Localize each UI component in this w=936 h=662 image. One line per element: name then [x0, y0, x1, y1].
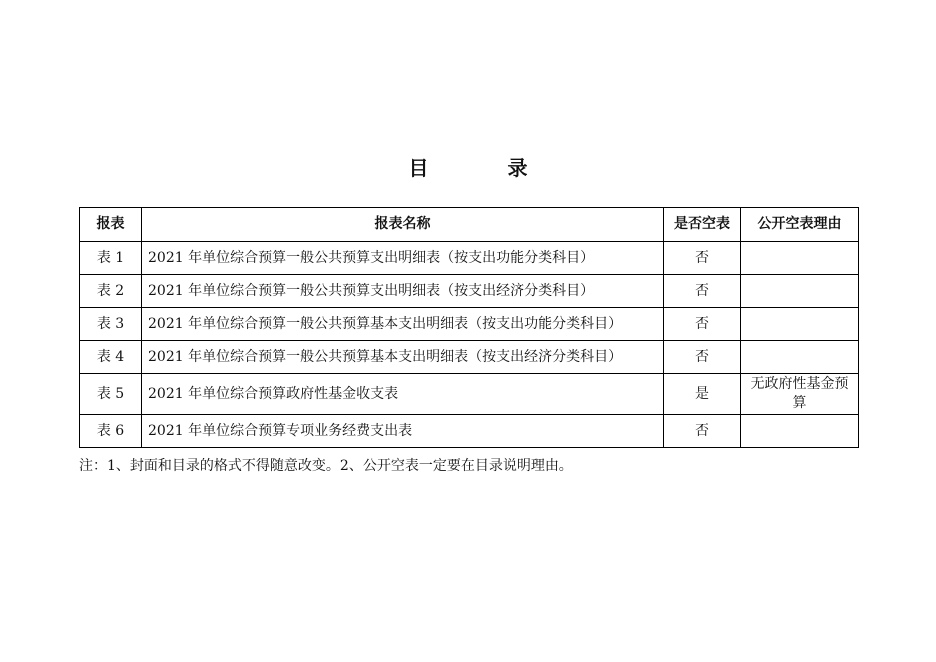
is-empty-cell: 是 — [664, 374, 741, 415]
header-report-name: 报表名称 — [142, 208, 664, 242]
report-no-cell: 表 1 — [80, 242, 142, 275]
report-name-cell: 2021 年单位综合预算一般公共预算支出明细表（按支出功能分类科目） — [142, 242, 664, 275]
header-is-empty: 是否空表 — [664, 208, 741, 242]
empty-reason-cell — [741, 415, 859, 448]
empty-reason-cell — [741, 275, 859, 308]
is-empty-cell: 否 — [664, 308, 741, 341]
is-empty-cell: 否 — [664, 415, 741, 448]
empty-reason-cell — [741, 341, 859, 374]
report-no-cell: 表 2 — [80, 275, 142, 308]
report-no-cell: 表 6 — [80, 415, 142, 448]
report-no-cell: 表 3 — [80, 308, 142, 341]
table-row — [80, 242, 859, 275]
footnote: 注：1、封面和目录的格式不得随意改变。2、公开空表一定要在目录说明理由。 — [79, 458, 573, 474]
table-row — [80, 308, 859, 341]
report-name-cell: 2021 年单位综合预算政府性基金收支表 — [142, 374, 664, 415]
report-name-cell: 2021 年单位综合预算一般公共预算支出明细表（按支出经济分类科目） — [142, 275, 664, 308]
is-empty-cell: 否 — [664, 341, 741, 374]
report-name-cell: 2021 年单位综合预算专项业务经费支出表 — [142, 415, 664, 448]
page-title: 目 录 — [408, 156, 564, 180]
report-name-cell: 2021 年单位综合预算一般公共预算基本支出明细表（按支出功能分类科目） — [142, 308, 664, 341]
is-empty-cell: 否 — [664, 275, 741, 308]
empty-reason-cell: 无政府性基金预算 — [741, 374, 859, 415]
header-report-no: 报表 — [80, 208, 142, 242]
table-header-row — [80, 208, 859, 242]
table-row — [80, 415, 859, 448]
table-row — [80, 275, 859, 308]
table-row — [80, 341, 859, 374]
report-no-cell: 表 5 — [80, 374, 142, 415]
header-empty-reason: 公开空表理由 — [741, 208, 859, 242]
table-row — [80, 374, 859, 415]
empty-reason-cell — [741, 242, 859, 275]
empty-reason-cell — [741, 308, 859, 341]
report-name-cell: 2021 年单位综合预算一般公共预算基本支出明细表（按支出经济分类科目） — [142, 341, 664, 374]
report-catalog-table — [79, 207, 859, 448]
is-empty-cell: 否 — [664, 242, 741, 275]
report-no-cell: 表 4 — [80, 341, 142, 374]
